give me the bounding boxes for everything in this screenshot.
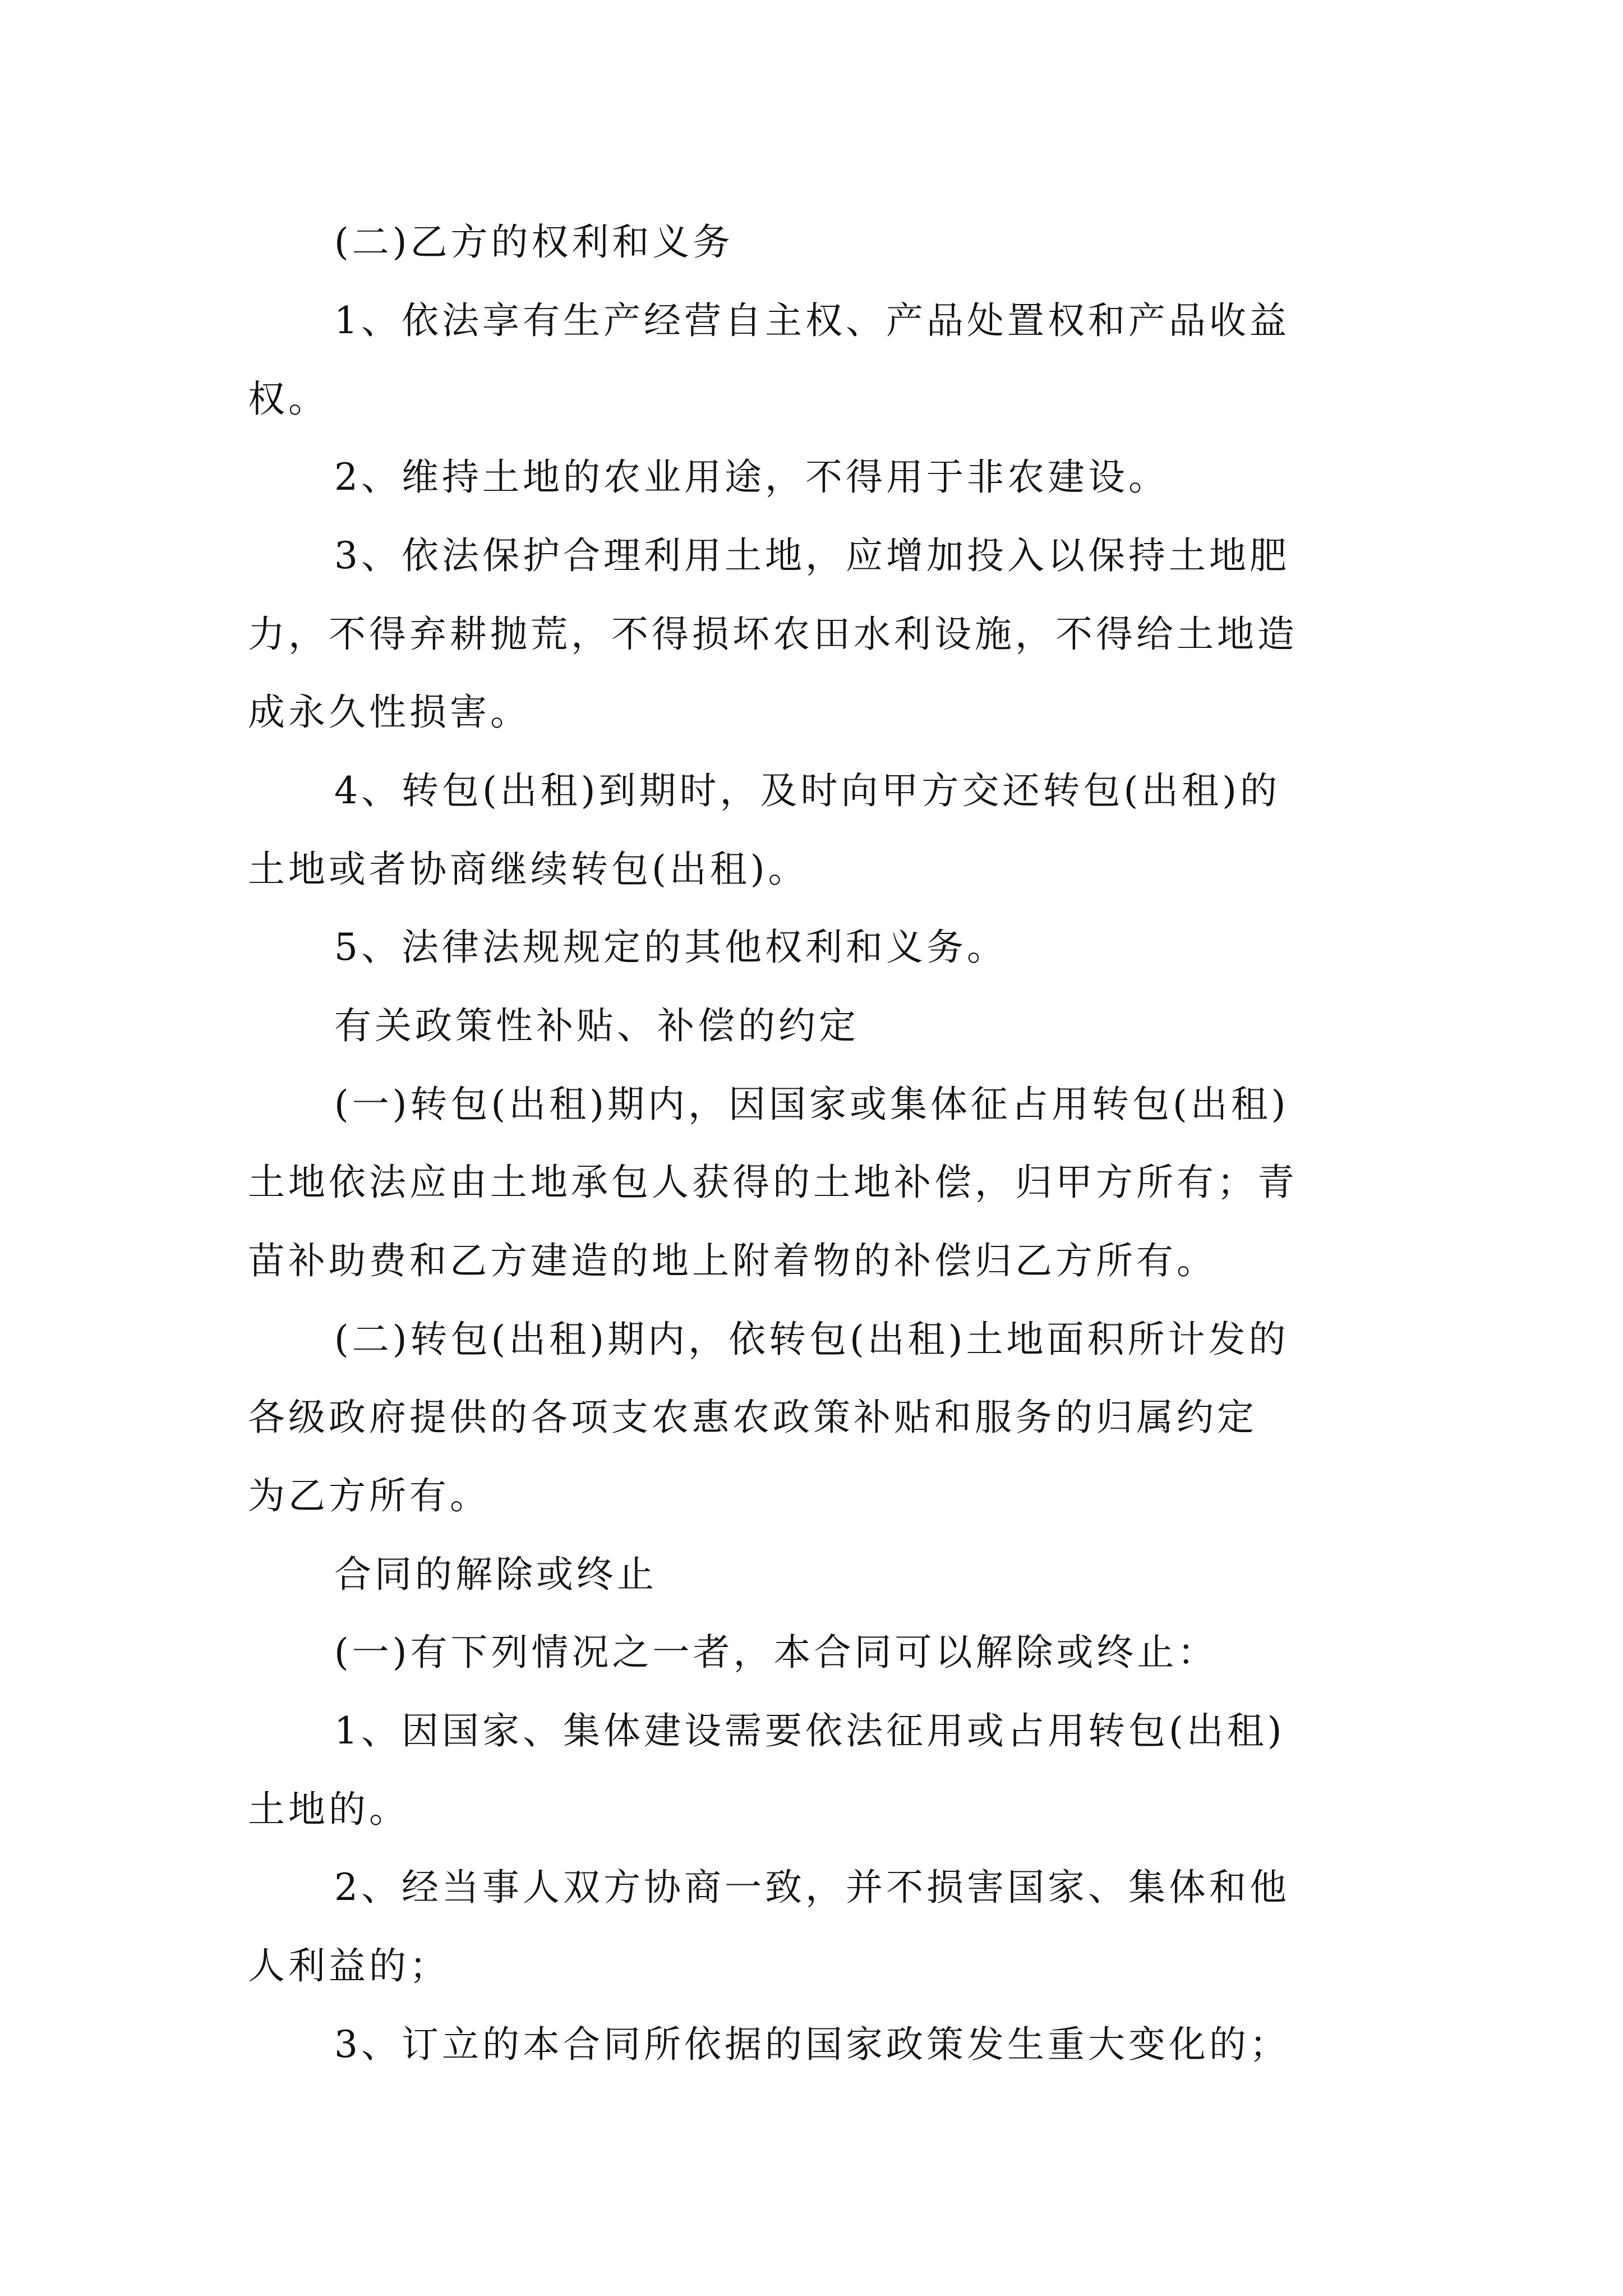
paragraph-line: 苗补助费和乙方建造的地上附着物的补偿归乙方所有。 [248, 1239, 1217, 1282]
paragraph-line: 土地的。 [248, 1788, 409, 1831]
section-heading: 合同的解除或终止 [334, 1553, 657, 1596]
paragraph-line: 2、经当事人双方协商一致，并不损害国家、集体和他 [334, 1866, 1290, 1909]
paragraph-line: (一)有下列情况之一者，本合同可以解除或终止： [334, 1631, 1218, 1674]
section-heading: 有关政策性补贴、补偿的约定 [334, 1004, 859, 1047]
paragraph-line: 为乙方所有。 [248, 1474, 490, 1517]
paragraph-line: 3、依法保护合理利用土地，应增加投入以保持土地肥 [334, 534, 1290, 577]
paragraph-line: 4、转包(出租)到期时，及时向甲方交还转包(出租)的 [334, 769, 1280, 812]
paragraph-line: 各级政府提供的各项支农惠农政策补贴和服务的归属约定 [248, 1396, 1257, 1439]
paragraph-line: 2、维持土地的农业用途，不得用于非农建设。 [334, 455, 1169, 499]
paragraph-line: 土地依法应由土地承包人获得的土地补偿，归甲方所有；青 [248, 1161, 1298, 1204]
paragraph-line: (二)转包(出租)期内，依转包(出租)土地面积所计发的 [334, 1318, 1289, 1361]
paragraph-line: 1、因国家、集体建设需要依法征用或占用转包(出租) [334, 1709, 1285, 1752]
paragraph-line: 成永久性损害。 [248, 691, 531, 734]
paragraph-line: 3、订立的本合同所依据的国家政策发生重大变化的； [334, 2023, 1290, 2066]
paragraph-line: 力，不得弃耕抛荒，不得损坏农田水利设施，不得给土地造 [248, 613, 1298, 656]
paragraph-line: 土地或者协商继续转包(出租)。 [248, 848, 809, 891]
paragraph-line: 1、依法享有生产经营自主权、产品处置权和产品收益 [334, 299, 1290, 342]
paragraph-line: 5、法律法规规定的其他权利和义务。 [334, 926, 1007, 969]
paragraph-line: 权。 [248, 378, 329, 421]
section-heading: (二)乙方的权利和义务 [334, 220, 734, 264]
paragraph-line: (一)转包(出租)期内，因国家或集体征占用转包(出租) [334, 1083, 1289, 1126]
paragraph-line: 人利益的； [248, 1944, 450, 1987]
